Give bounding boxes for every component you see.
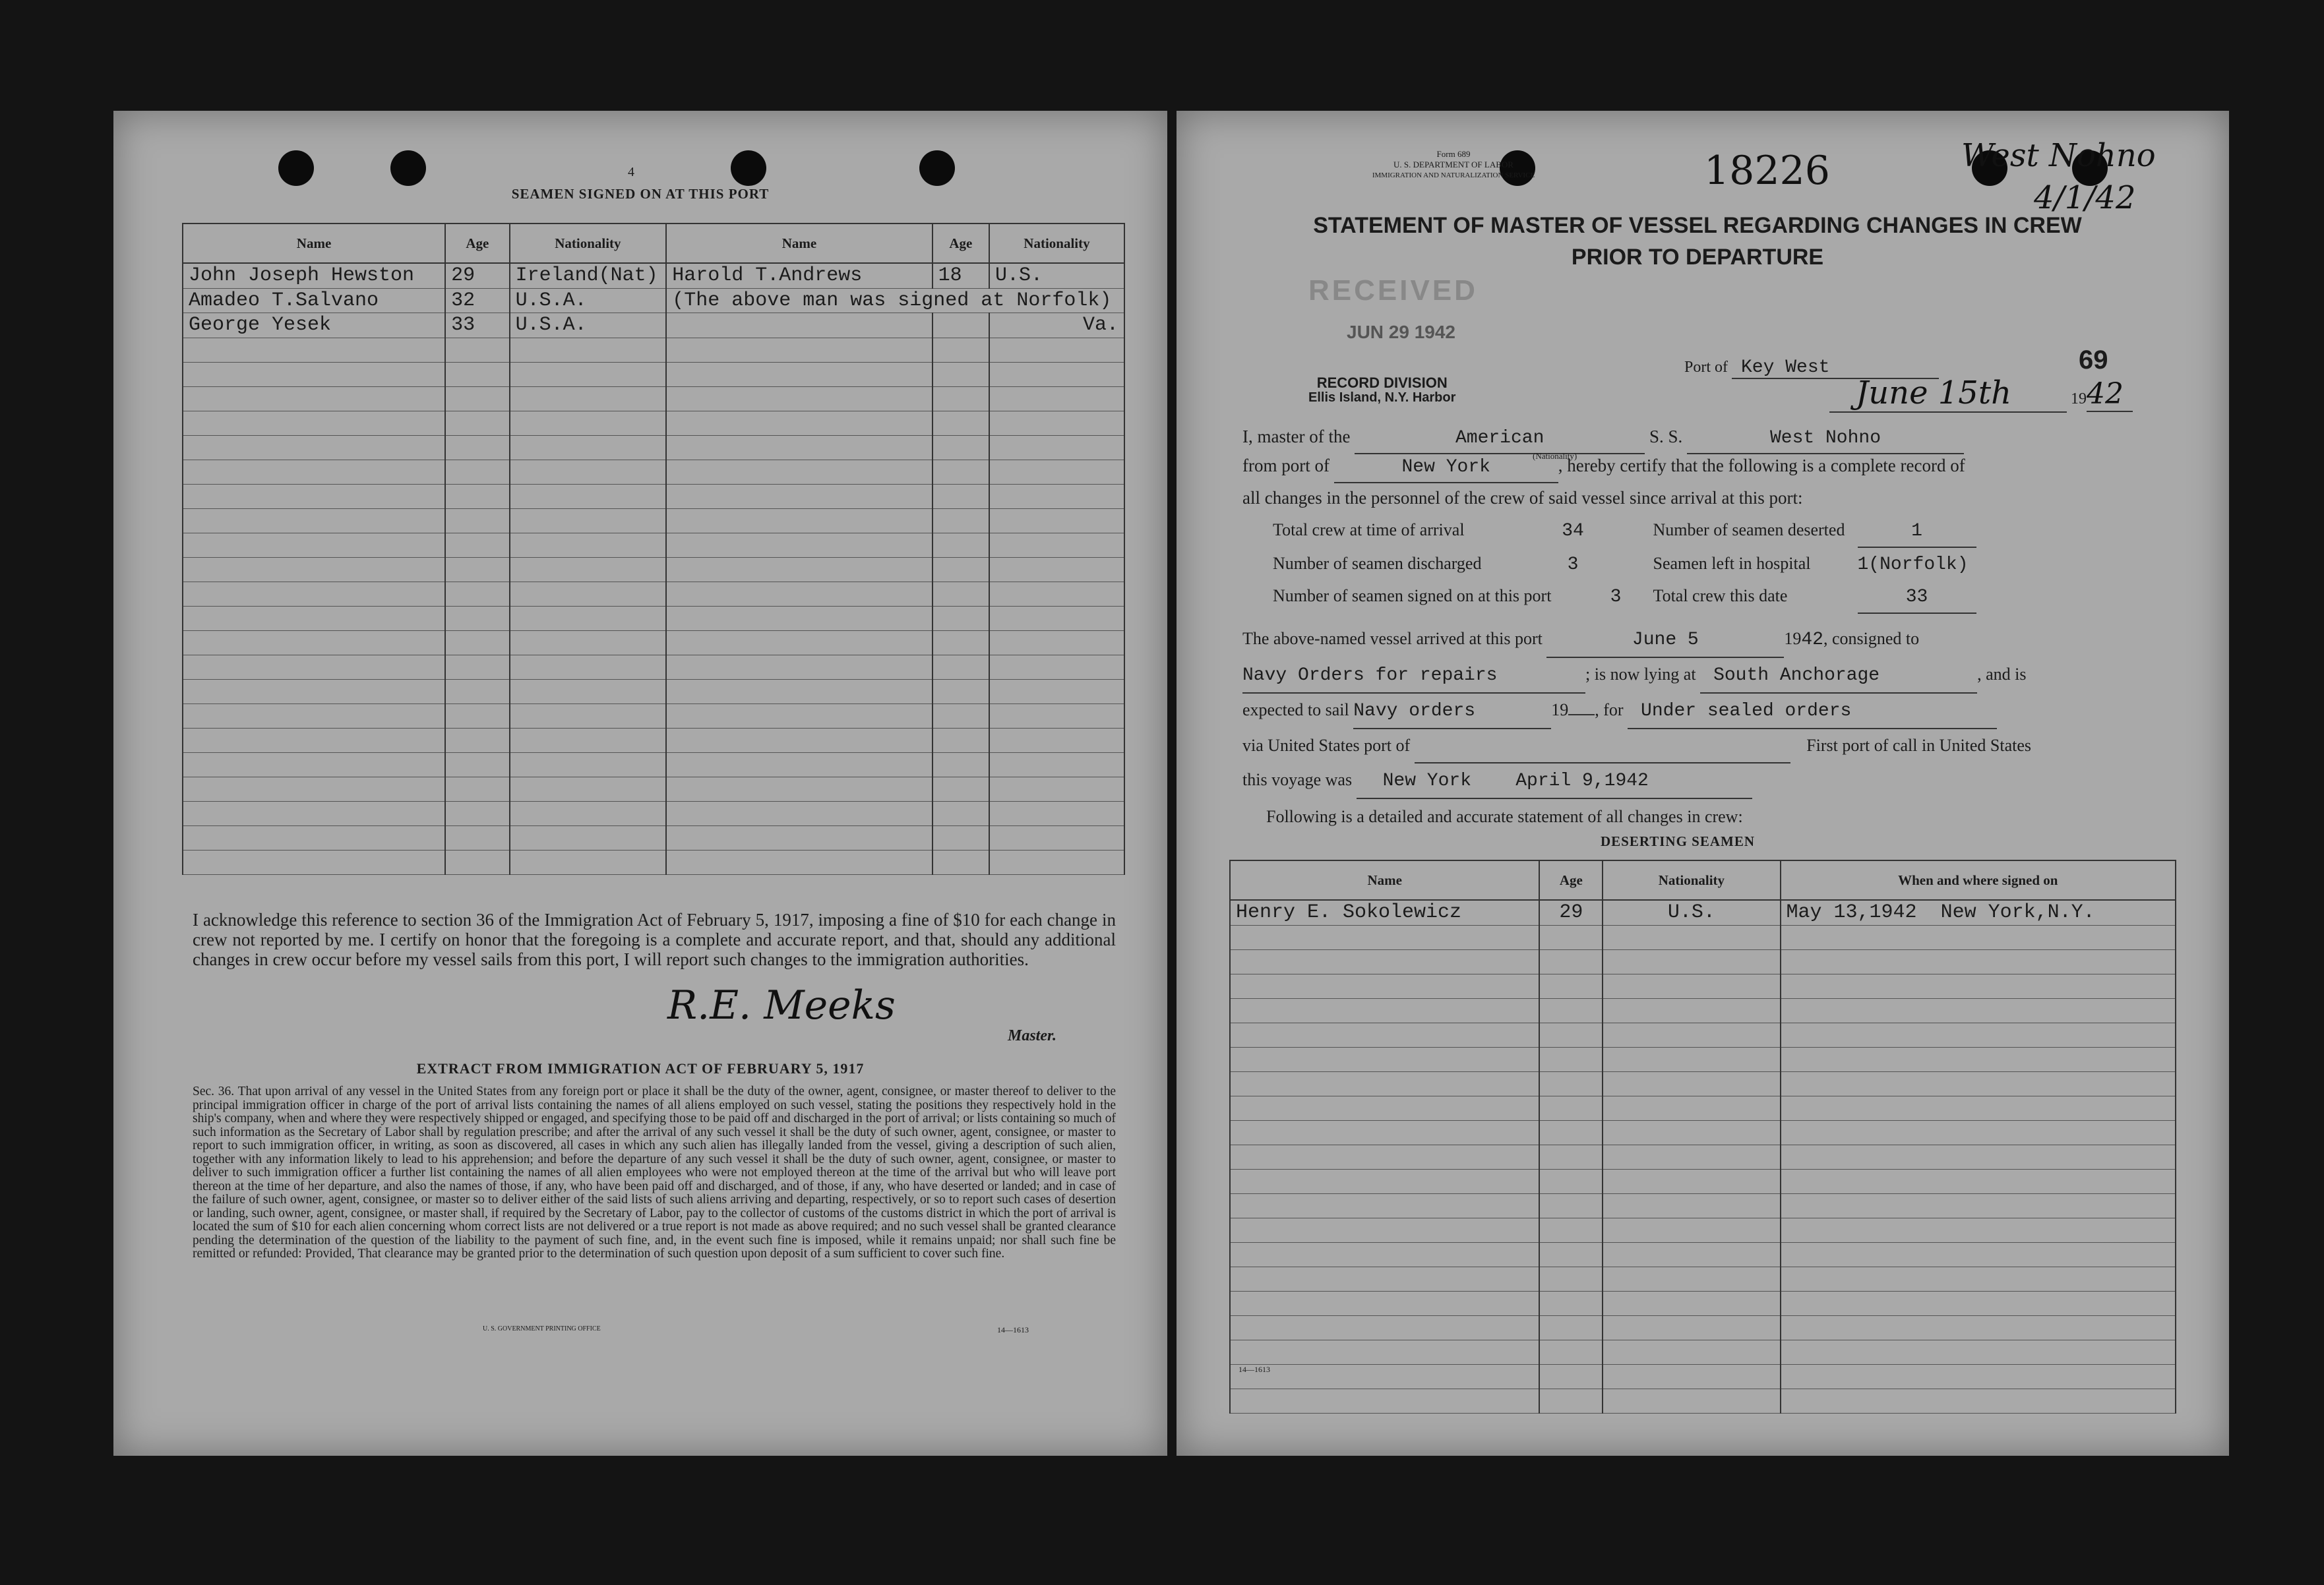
discharged-label: Number of seamen discharged [1273, 554, 1482, 573]
blank-row [183, 582, 1124, 606]
from-port-label: from port of [1242, 456, 1330, 475]
blank-row [183, 679, 1124, 703]
column-header: Name [1230, 860, 1539, 900]
signed-on-value: 3 [1610, 587, 1622, 607]
year-value: 42 [2087, 377, 2133, 412]
column-header: When and where signed on [1781, 860, 2176, 900]
form-code: 14—1613 [997, 1325, 1029, 1334]
table-row [183, 263, 1124, 288]
blank-row [1230, 1315, 2176, 1340]
blank-row [183, 630, 1124, 655]
consigned-value: Navy Orders for repairs [1242, 659, 1585, 694]
punch-hole [919, 150, 955, 186]
handwritten-vessel: West Nohno [1961, 137, 2156, 174]
blank-row [183, 557, 1124, 582]
discharged-value: 3 [1567, 554, 1579, 575]
column-header: Name [183, 224, 445, 263]
column-header: Age [1539, 860, 1603, 900]
seaman-name [666, 313, 932, 338]
column-header: Nationality [510, 224, 667, 263]
seaman-age: 32 [445, 288, 509, 313]
blank-row [1230, 1267, 2176, 1291]
received-stamp: RECEIVED [1308, 274, 1478, 307]
arrived-value: June 5 [1546, 624, 1784, 658]
seaman-age: 33 [445, 313, 509, 338]
handwritten-date: 4/1/42 [2034, 179, 2136, 216]
seaman-name: John Joseph Hewston [183, 263, 445, 288]
deserter-name: Henry E. Sokolewicz [1230, 900, 1539, 925]
blank-row [183, 728, 1124, 752]
record-location: Ellis Island, N.Y. Harbor [1308, 390, 1456, 405]
blank-row [1230, 998, 2176, 1023]
expected-label: expected to sail [1242, 700, 1349, 719]
blank-row [183, 386, 1124, 411]
blank-row [1230, 1218, 2176, 1242]
punch-hole [390, 150, 426, 186]
counts-row [1273, 580, 2196, 614]
total-date-label: Total crew this date [1653, 586, 1788, 605]
certification-block [1242, 422, 2179, 512]
voyage-value: New York April 9,1942 [1357, 765, 1752, 799]
record-division: RECORD DIVISION [1316, 374, 1448, 391]
right-page [1177, 111, 2229, 1456]
title-line: STATEMENT OF MASTER OF VESSEL REGARDING CHANGES IN CREW [1313, 213, 2082, 238]
blank-row [1230, 1145, 2176, 1169]
punch-hole [278, 150, 314, 186]
blank-row [183, 484, 1124, 508]
seaman-age: 29 [445, 263, 509, 288]
first-port-label: First port of call in United States [1806, 736, 2032, 755]
deserting-title: DESERTING SEAMEN [1600, 833, 1756, 849]
for-value: Under sealed orders [1628, 695, 1997, 729]
form-title [1269, 210, 2126, 273]
deserter-nationality: U.S. [1603, 900, 1780, 925]
blank-row [1230, 1169, 2176, 1193]
left-page [113, 111, 1167, 1456]
master-of-label: I, master of the [1242, 427, 1351, 446]
arrived-label: The above-named vessel arrived at this port [1242, 629, 1543, 648]
consigned-line [1242, 658, 2192, 694]
blank-row [1230, 1023, 2176, 1047]
blank-row [1230, 1364, 2176, 1389]
date-field [1829, 374, 2133, 413]
department-name: U. S. DEPARTMENT OF LABOR [1393, 160, 1514, 169]
stamp-date: JUN 29 1942 [1347, 322, 1456, 342]
blank-row [1230, 949, 2176, 974]
voyage-line [1242, 763, 2192, 799]
handwritten-number: 18226 [1704, 148, 1830, 194]
table-header [1230, 860, 2176, 900]
blank-row [1230, 1291, 2176, 1315]
hospital-label: Seamen left in hospital [1653, 554, 1811, 573]
blank-row [1230, 1047, 2176, 1071]
via-line [1242, 729, 2192, 763]
page-number: 4 [628, 165, 634, 179]
blank-row [1230, 1071, 2176, 1096]
blank-row [183, 435, 1124, 460]
blank-row [183, 752, 1124, 777]
and-is-label: , and is [1977, 665, 2027, 684]
blank-row [1230, 1193, 2176, 1218]
page-mark: 69 [2079, 345, 2108, 374]
form-heading [1335, 149, 1572, 181]
blank-row [1230, 1340, 2176, 1364]
deserted-label: Number of seamen deserted [1653, 520, 1845, 539]
extract-text: Sec. 36. That upon arrival of any vessel in the United States from any foreign port or place it shall be the duty of the owner, agent, consignee, or master thereof to deliver to the principal immigration officer in charge of the port of arrival lists containing the names of all aliens employed on such vessel, stating the positions they respectively hold in the ship's company, when and where they were respectively shipped or engaged, and specifying those to be paid off and discharged in the port of arrival; or lists containing so much of such information as the Secretary of Labor shall by regulation prescribe; and after the arrival of any such vessel it shall be the duty of such owner, agent, consignee, or master to report to such immigration officer, in writing, as soon as discovered, all cases in which any such alien has illegally landed from the vessel, giving a description of such alien, together with any information likely to lead to his apprehension; and before the departure of any such vessel it shall be the duty of such owner, agent, consignee, or master to deliver to such immigration officer a further list containing the names of all alien employees who were not employed thereon at the time of the arrival but who will leave port thereon at the time of her departure, and also the names of those, if any, who have been paid off and discharged, and of those, if any, who have deserted or landed; and in case of the failure of such owner, agent, consignee, or master so to deliver either of the said lists of such aliens arriving and departing, respectively, or so to report such cases of desertion or landing, such owner, agent, consignee, or master shall, if required by the Secretary of Labor, pay to the collector of customs of the customs district in which the port of arrival is located the sum of $10 for each alien concerning whom correct lists are not delivered or a true report is not made as above required; and no such vessel shall be granted clearance pending the determination of the question of the liability to the payment of such fine, and, in the event such fine is imposed, while it remains unpaid; nor shall such fine be remitted or refunded: Provided, That clearance may be granted prior to the determination of such question upon deposit of a sum sufficient to cover such fine. [193, 1085, 1116, 1261]
blank-row [183, 655, 1124, 679]
blank-row [1230, 1389, 2176, 1413]
voyage-label: this voyage was [1242, 770, 1353, 789]
seaman-age: 18 [933, 263, 989, 288]
seaman-nationality: U.S.A. [510, 313, 667, 338]
hospital-value: 1(Norfolk) [1857, 554, 1969, 575]
following-text: Following is a detailed and accurate statement of all changes in crew: [1266, 807, 1743, 826]
counts-row [1273, 514, 2196, 548]
blank-row [183, 825, 1124, 850]
seaman-name: Harold T.Andrews [666, 263, 932, 288]
from-port-value: New York [1334, 453, 1558, 483]
column-header: Age [933, 224, 989, 263]
blank-row [1230, 925, 2176, 949]
nationality-value: American [1355, 424, 1645, 454]
arrived-year: 42 [1801, 630, 1823, 650]
column-header: Nationality [1603, 860, 1780, 900]
arrived-line: The above-named vessel arrived at this port June 5 1942, consigned to [1242, 622, 2192, 658]
signed-on-label: Number of seamen signed on at this port [1273, 586, 1552, 605]
blank-row [183, 362, 1124, 386]
lying-label: ; is now lying at [1585, 665, 1696, 684]
section-title: SEAMEN SIGNED ON AT THIS PORT [511, 186, 770, 202]
printer-imprint: U. S. GOVERNMENT PRINTING OFFICE [483, 1325, 601, 1332]
deserting-table [1229, 860, 2176, 1414]
for-label: , for [1595, 700, 1624, 719]
blank-row [1230, 1242, 2176, 1267]
certify-text-2: all changes in the personnel of the crew of said vessel since arrival at this port: [1242, 488, 1803, 508]
ship-value: West Nohno [1687, 424, 1964, 454]
blank-rows [183, 338, 1124, 874]
extract-title: EXTRACT FROM IMMIGRATION ACT OF FEBRUARY 5, 1917 [416, 1060, 865, 1077]
crew-counts [1273, 514, 2196, 614]
blank-row [1230, 1120, 2176, 1145]
lying-value: South Anchorage [1700, 659, 1977, 694]
form-number: Form 689 [1436, 149, 1471, 159]
table-row [183, 288, 1124, 313]
expected-line: expected to sail Navy orders 19 , for Under sealed orders [1242, 694, 2192, 729]
voyage-block [1242, 622, 2192, 799]
blank-row [183, 703, 1124, 728]
service-name: IMMIGRATION AND NATURALIZATION SERVICE [1372, 171, 1535, 179]
table-header [183, 224, 1124, 263]
blank-row [183, 411, 1124, 435]
date-value: June 15th [1829, 374, 2067, 413]
ss-label: S. S. [1649, 427, 1683, 446]
blank-row [183, 850, 1124, 874]
seaman-age [933, 313, 989, 338]
table-row [1230, 900, 2176, 925]
seaman-name: George Yesek [183, 313, 445, 338]
record-division-stamp [1308, 376, 1455, 405]
deserter-age: 29 [1539, 900, 1603, 925]
total-arrival-value: 34 [1562, 521, 1584, 541]
master-signature: R.E. Meeks [667, 982, 896, 1029]
blank-row [183, 338, 1124, 362]
total-arrival-label: Total crew at time of arrival [1273, 520, 1465, 539]
from-port-line [1242, 451, 2179, 483]
acknowledgement-text: I acknowledge this reference to section 36 of the Immigration Act of February 5, 1917, imposing a fine of $10 for each change in crew not reported by me. I certify on honor that the foregoing is a complete and accurate report, and that, should any additional changes in crew occur before my vessel sails from this port, I will report such changes to the immigration authorities. [193, 910, 1116, 969]
column-header: Age [445, 224, 509, 263]
nationality-caption: (Nationality) [1533, 451, 1577, 461]
form-code: 14—1613 [1238, 1365, 1270, 1374]
blank-row [183, 533, 1124, 557]
consigned-label: , consigned to [1823, 629, 1920, 648]
seaman-nationality: U.S.A. [510, 288, 667, 313]
expected-value: Navy orders [1353, 695, 1551, 729]
via-label: via United States port of [1242, 736, 1411, 755]
column-header: Nationality [989, 224, 1124, 263]
seaman-nationality: Va. [989, 313, 1124, 338]
blank-row [183, 777, 1124, 801]
blank-row [183, 606, 1124, 630]
counts-row [1273, 548, 2196, 580]
column-header: Name [666, 224, 932, 263]
seaman-nationality: Ireland(Nat) [510, 263, 667, 288]
seamen-table [182, 223, 1125, 875]
year-label: 19 [2071, 390, 2087, 407]
deserted-value: 1 [1858, 516, 1976, 548]
deserter-signed-on: May 13,1942 New York,N.Y. [1781, 900, 2176, 925]
table-row [183, 313, 1124, 338]
port-value: Key West [1732, 357, 1939, 379]
title-line: PRIOR TO DEPARTURE [1571, 245, 1824, 270]
master-label: Master. [1008, 1027, 1057, 1044]
blank-row [183, 460, 1124, 484]
seaman-name: Amadeo T.Salvano [183, 288, 445, 313]
certify-text: , hereby certify that the following is a complete record of [1558, 456, 1965, 475]
port-label: Port of [1684, 359, 1728, 376]
blank-row [1230, 974, 2176, 998]
seaman-nationality: U.S. [989, 263, 1124, 288]
total-date-value: 33 [1858, 582, 1976, 614]
master-line [1242, 422, 2179, 461]
blank-rows [1230, 925, 2176, 1413]
punch-hole [731, 150, 766, 186]
blank-row [183, 508, 1124, 533]
blank-row [1230, 1096, 2176, 1120]
seaman-note: (The above man was signed at Norfolk) [666, 288, 1124, 313]
blank-row [183, 801, 1124, 825]
